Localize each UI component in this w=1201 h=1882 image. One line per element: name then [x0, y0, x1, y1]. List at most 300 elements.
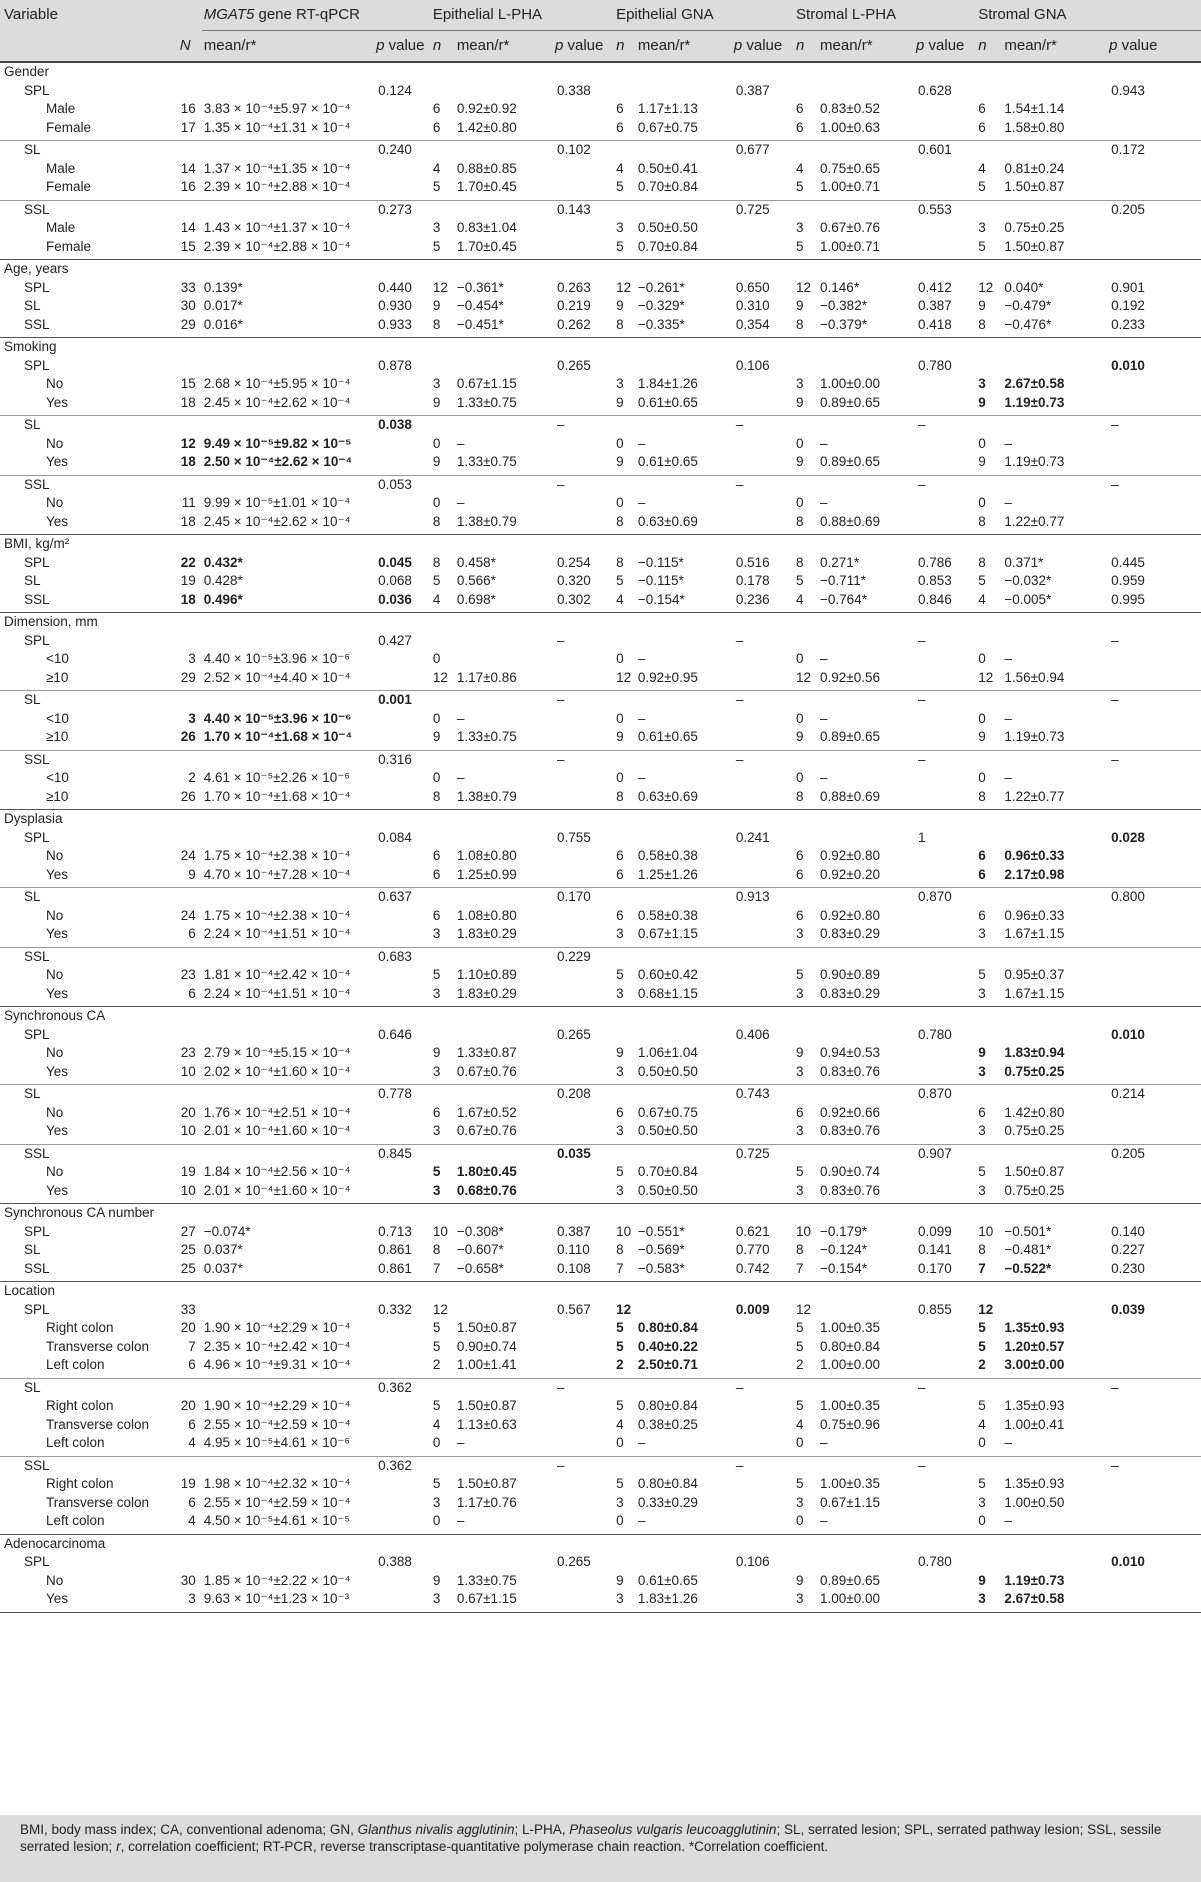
mean-value: 1.50±0.87 — [1004, 1164, 1065, 1179]
table-row — [0, 669, 1201, 691]
p-value — [1107, 453, 1201, 475]
p-value: – — [556, 692, 565, 707]
table-row — [0, 338, 1201, 357]
mean-value: 0.83±0.29 — [820, 926, 880, 941]
N-value: 15 — [180, 376, 196, 391]
row-label: Yes — [46, 1182, 69, 1198]
p-value: – — [556, 417, 565, 432]
table-row — [0, 691, 1201, 710]
mgat5-p-value — [374, 966, 431, 985]
p-value: – — [735, 1457, 744, 1473]
N-value: 26 — [180, 729, 196, 744]
p-value — [914, 1572, 976, 1591]
mean-value: 0.50±0.50 — [637, 1182, 698, 1198]
mean-value — [818, 1301, 914, 1320]
row-label: <10 — [46, 710, 69, 726]
p-value — [732, 788, 794, 810]
mgat5-mean — [202, 1026, 374, 1045]
mean-value — [455, 888, 553, 907]
n-value: 3 — [432, 1123, 441, 1138]
p-value: – — [556, 1379, 565, 1395]
mean-value — [455, 141, 553, 160]
n-value: 7 — [978, 1260, 986, 1276]
mean-value — [455, 357, 553, 376]
mean-value: 0.67±1.15 — [456, 1591, 517, 1606]
mgat5-mean — [202, 888, 374, 907]
n-value: 6 — [616, 848, 624, 863]
p-value: – — [918, 1379, 926, 1395]
mgat5-p-value: 0.068 — [378, 573, 412, 588]
mgat5-p-value — [374, 494, 431, 513]
table-row — [0, 1319, 1201, 1338]
table-row — [0, 279, 1201, 298]
variable-label: BMI, kg/m² — [4, 536, 70, 551]
p-value — [732, 669, 794, 691]
p-value — [553, 1163, 614, 1182]
p-value — [732, 513, 794, 535]
mean-value — [636, 1378, 732, 1397]
p-value — [914, 710, 976, 729]
n-value: 12 — [978, 1301, 994, 1317]
mgat5-p-value: 0.930 — [378, 298, 412, 313]
table-row — [0, 888, 1201, 907]
p-value: – — [1111, 417, 1119, 432]
p-value — [1107, 1397, 1201, 1416]
n-value: 4 — [796, 1416, 804, 1432]
mgat5-p-value: 0.861 — [378, 1260, 412, 1276]
p-value: 0.943 — [1111, 82, 1145, 98]
mean-value: −0.658* — [456, 1260, 504, 1276]
n-value: 5 — [616, 967, 624, 982]
mean-value: 0.92±0.80 — [820, 907, 880, 923]
p-value: 0.010 — [1111, 1554, 1145, 1569]
n-value — [614, 1553, 636, 1572]
p-value — [914, 1063, 976, 1085]
header-mean-r: mean/r* — [1002, 31, 1107, 63]
mean-value: −0.481* — [1004, 1242, 1052, 1257]
n-value: 8 — [432, 1242, 441, 1257]
n-value: 10 — [796, 1223, 812, 1239]
mean-value: −0.005* — [1004, 591, 1052, 607]
mean-value: 0.90±0.74 — [456, 1338, 517, 1354]
row-label: <10 — [46, 770, 69, 785]
table-row — [0, 119, 1201, 141]
mgat5-p-value: 0.362 — [378, 1379, 412, 1395]
table-row — [0, 1007, 1201, 1026]
mean-value — [818, 829, 914, 848]
N-value: 18 — [180, 591, 196, 607]
table-row — [0, 1512, 1201, 1534]
n-value — [431, 1378, 455, 1397]
mean-value: 0.81±0.24 — [1004, 160, 1065, 176]
n-value: 6 — [796, 119, 804, 135]
row-label: Male — [46, 160, 76, 176]
p-value: 0.853 — [918, 573, 952, 588]
mgat5-p-value: 0.036 — [378, 591, 412, 607]
mean-value: – — [637, 495, 646, 510]
p-value: 0.907 — [918, 1145, 952, 1161]
mgat5-mean: 3.83 × 10⁻⁴±5.97 × 10⁻⁴ — [203, 101, 351, 116]
N-value — [178, 1553, 202, 1572]
N-value: 20 — [180, 1320, 196, 1335]
row-label: Male — [46, 101, 76, 116]
n-value: 9 — [978, 298, 986, 313]
n-value: 9 — [616, 454, 624, 469]
mean-value: −0.308* — [456, 1223, 504, 1239]
p-value — [1107, 435, 1201, 454]
table-row — [0, 1572, 1201, 1591]
mean-value — [636, 1026, 732, 1045]
p-value: 0.265 — [556, 1026, 591, 1042]
p-value: – — [556, 632, 565, 648]
p-value — [732, 1063, 794, 1085]
p-value: – — [735, 632, 744, 648]
p-value — [1107, 1494, 1201, 1513]
mean-value — [818, 200, 914, 219]
mean-value: 0.50±0.50 — [637, 1123, 698, 1138]
p-value: – — [1111, 751, 1119, 767]
n-value: 0 — [432, 770, 441, 785]
n-value: 6 — [432, 848, 441, 863]
n-value — [976, 416, 1002, 435]
mean-value: −0.032* — [1004, 573, 1052, 588]
header-n: n — [614, 31, 636, 63]
mgat5-mean: 1.85 × 10⁻⁴±2.22 × 10⁻⁴ — [203, 1572, 351, 1588]
mean-value: 0.83±0.76 — [820, 1182, 880, 1198]
p-value: 0.406 — [735, 1026, 770, 1042]
n-value: 3 — [432, 1494, 441, 1510]
row-label: SL — [24, 692, 41, 707]
mean-value — [818, 1026, 914, 1045]
mean-value: 0.80±0.84 — [820, 1338, 880, 1354]
header-row-groups — [0, 0, 1201, 31]
row-label: Female — [46, 179, 92, 194]
n-value — [431, 200, 455, 219]
mean-value: – — [637, 1513, 646, 1528]
n-value: 8 — [616, 788, 624, 804]
header-row-columns — [0, 31, 1201, 63]
n-value: 0 — [978, 651, 986, 666]
p-value: 0.233 — [1111, 316, 1145, 332]
p-value: 0.387 — [918, 298, 952, 313]
p-value: 0.205 — [1111, 201, 1145, 217]
mean-value: 1.33±0.75 — [456, 454, 517, 469]
mean-value: 1.17±1.13 — [637, 101, 698, 116]
mean-value: 0.95±0.37 — [1004, 967, 1065, 982]
p-value — [914, 453, 976, 475]
mgat5-mean: 0.432* — [203, 554, 243, 570]
p-value: – — [556, 751, 565, 767]
N-value: 19 — [180, 573, 196, 588]
mgat5-p-value — [374, 1338, 431, 1357]
n-value: 12 — [616, 669, 632, 685]
mean-value: 0.61±0.65 — [637, 454, 698, 469]
p-value — [553, 1063, 614, 1085]
mgat5-p-value: 0.001 — [378, 692, 412, 707]
mean-value — [455, 82, 553, 101]
mgat5-mean: 2.39 × 10⁻⁴±2.88 × 10⁻⁴ — [203, 179, 351, 194]
header-mgat5: MGAT5 gene RT-qPCR — [202, 0, 431, 31]
mean-value: −0.329* — [637, 298, 685, 313]
row-label: SSL — [24, 1145, 50, 1161]
n-value — [794, 1456, 818, 1475]
p-value — [914, 1356, 976, 1378]
n-value: 5 — [616, 1338, 624, 1354]
p-value: 0.959 — [1111, 573, 1145, 588]
variable-label: Gender — [4, 64, 50, 79]
n-value: 0 — [616, 770, 624, 785]
header-p-value: p value — [1107, 31, 1201, 63]
mean-value: – — [1004, 651, 1012, 666]
mean-value — [455, 200, 553, 219]
n-value: 6 — [432, 101, 441, 116]
mean-value: −0.154* — [820, 1260, 867, 1276]
variable-label: Smoking — [4, 339, 57, 354]
mgat5-mean: 0.016* — [203, 316, 243, 332]
n-value: 3 — [616, 376, 624, 391]
mgat5-p-value — [374, 1063, 431, 1085]
p-value: – — [1111, 692, 1119, 707]
mean-value: – — [456, 1435, 465, 1450]
mean-value — [455, 416, 553, 435]
table-row — [0, 947, 1201, 966]
p-value — [553, 728, 614, 750]
mgat5-mean: 1.70 × 10⁻⁴±1.68 × 10⁻⁴ — [203, 729, 353, 744]
mean-value: 1.00±1.41 — [456, 1357, 517, 1372]
p-value — [732, 710, 794, 729]
table-row — [0, 1301, 1201, 1320]
mean-value — [455, 1144, 553, 1163]
row-label: SPL — [24, 554, 50, 570]
row-label: ≥10 — [46, 729, 69, 744]
table-row — [0, 1282, 1201, 1301]
n-value — [431, 1456, 455, 1475]
row-label: SSL — [24, 1457, 50, 1473]
p-value — [553, 925, 614, 947]
mean-value — [636, 357, 732, 376]
table-row — [0, 160, 1201, 179]
p-value — [1107, 1512, 1201, 1534]
p-value: 0.035 — [556, 1145, 591, 1161]
p-value — [553, 119, 614, 141]
n-value: 12 — [796, 669, 812, 685]
mean-value: 0.67±0.76 — [820, 220, 880, 235]
p-value — [553, 1512, 614, 1534]
mean-value: −0.583* — [637, 1260, 685, 1276]
mgat5-p-value — [374, 847, 431, 866]
mean-value — [455, 947, 553, 966]
n-value — [976, 1144, 1002, 1163]
mean-value: −0.124* — [820, 1242, 867, 1257]
n-value — [794, 1553, 818, 1572]
p-value: 0.725 — [735, 1145, 770, 1161]
n-value: 9 — [616, 394, 624, 410]
N-value: 16 — [180, 101, 196, 116]
mean-value: 0.58±0.38 — [637, 907, 698, 923]
table-row — [0, 1553, 1201, 1572]
table-row — [0, 141, 1201, 160]
N-value: 6 — [188, 926, 196, 941]
n-value: 4 — [616, 1416, 624, 1432]
mgat5-p-value — [374, 769, 431, 788]
N-value: 10 — [180, 1063, 196, 1079]
table-row — [0, 650, 1201, 669]
n-value: 5 — [616, 1320, 624, 1335]
n-value: 6 — [978, 907, 986, 923]
row-group — [0, 1085, 1201, 1145]
p-value — [553, 1475, 614, 1494]
mean-value: 0.92±0.92 — [456, 101, 517, 116]
p-value — [914, 1104, 976, 1123]
table-row — [0, 788, 1201, 810]
p-value — [1107, 947, 1201, 966]
p-value — [1107, 1356, 1201, 1378]
N-value: 7 — [188, 1338, 196, 1354]
mean-value — [1002, 200, 1107, 219]
p-value — [1107, 160, 1201, 179]
p-value — [1107, 394, 1201, 416]
table-row — [0, 810, 1201, 829]
p-value — [914, 1590, 976, 1612]
mgat5-mean: 2.55 × 10⁻⁴±2.59 × 10⁻⁴ — [203, 1494, 351, 1510]
mean-value — [455, 1301, 553, 1320]
n-value: 6 — [978, 1104, 986, 1120]
mean-value — [455, 1378, 553, 1397]
variable-label: Dysplasia — [4, 811, 63, 826]
table-row — [0, 357, 1201, 376]
mean-value: 1.17±0.76 — [456, 1494, 517, 1510]
n-value: 8 — [432, 513, 441, 529]
p-value: 0.412 — [918, 279, 952, 295]
p-value — [914, 1122, 976, 1144]
p-value — [553, 788, 614, 810]
n-value: 8 — [978, 316, 986, 332]
mgat5-mean: 2.39 × 10⁻⁴±2.88 × 10⁻⁴ — [203, 238, 351, 254]
table-row — [0, 1260, 1201, 1282]
row-label: SL — [24, 573, 41, 588]
row-label: No — [46, 907, 64, 923]
p-value — [914, 238, 976, 260]
mgat5-mean: 1.90 × 10⁻⁴±2.29 × 10⁻⁴ — [203, 1320, 351, 1335]
p-value — [553, 100, 614, 119]
mean-value: 1.00±0.63 — [820, 119, 880, 135]
mgat5-mean: 0.037* — [203, 1260, 243, 1276]
n-value — [976, 1456, 1002, 1475]
n-value: 2 — [432, 1357, 441, 1372]
p-value: 0.140 — [1111, 1223, 1145, 1239]
mgat5-p-value: 0.084 — [378, 829, 412, 845]
n-value — [614, 82, 636, 101]
mean-value — [455, 475, 553, 494]
mgat5-mean: 1.84 × 10⁻⁴±2.56 × 10⁻⁴ — [203, 1164, 351, 1179]
mean-value: 1.06±1.04 — [637, 1045, 698, 1060]
mgat5-mean: 2.35 × 10⁻⁴±2.42 × 10⁻⁴ — [203, 1338, 351, 1354]
p-value — [553, 710, 614, 729]
n-value: 3 — [616, 1494, 624, 1510]
n-value: 3 — [616, 1182, 624, 1198]
mean-value: 1.33±0.75 — [456, 1572, 517, 1588]
N-value: 10 — [180, 1123, 196, 1138]
p-value — [1107, 375, 1201, 394]
N-value: 19 — [180, 1164, 196, 1179]
p-value — [1107, 119, 1201, 141]
table-row — [0, 1534, 1201, 1553]
p-value — [553, 669, 614, 691]
mean-value: 0.38±0.25 — [637, 1416, 698, 1432]
n-value: 5 — [432, 1398, 441, 1413]
n-value: 0 — [796, 1513, 804, 1528]
p-value: – — [918, 692, 926, 707]
p-value: 0.901 — [1111, 279, 1145, 295]
N-value: 24 — [180, 848, 196, 863]
mean-value — [1002, 1456, 1107, 1475]
mean-value: 1.70±0.45 — [456, 179, 517, 194]
header-stromal-lpha: Stromal L-PHA — [794, 0, 976, 31]
mean-value — [636, 200, 732, 219]
p-value — [732, 1572, 794, 1591]
n-value: 6 — [432, 1104, 441, 1120]
p-value — [1107, 494, 1201, 513]
mean-value: 1.35±0.93 — [1004, 1476, 1065, 1491]
mean-value: – — [820, 1513, 828, 1528]
p-value: 0.870 — [918, 1086, 952, 1101]
mean-value: 1.00±0.35 — [820, 1476, 880, 1491]
n-value: 8 — [796, 788, 804, 804]
mgat5-mean — [202, 200, 374, 219]
n-value: 4 — [616, 591, 624, 607]
mgat5-p-value — [374, 1416, 431, 1435]
mean-value: 0.698* — [456, 591, 496, 607]
p-value: 1 — [918, 829, 926, 845]
mgat5-p-value: 0.778 — [378, 1086, 412, 1101]
mgat5-p-value: 0.362 — [378, 1457, 412, 1473]
n-value: 0 — [432, 1435, 441, 1450]
mgat5-p-value — [374, 238, 431, 260]
mgat5-p-value: 0.388 — [378, 1554, 412, 1569]
row-group — [0, 691, 1201, 751]
p-value — [732, 1044, 794, 1063]
n-value: 9 — [432, 729, 441, 744]
mgat5-p-value — [374, 985, 431, 1007]
mean-value: 0.83±0.76 — [820, 1063, 880, 1079]
mean-value: 1.42±0.80 — [456, 119, 517, 135]
mean-value — [636, 888, 732, 907]
header-stromal-gna: Stromal GNA — [976, 0, 1201, 31]
mean-value: 1.67±1.15 — [1004, 985, 1065, 1001]
mean-value: 0.83±1.04 — [456, 220, 517, 235]
n-value — [976, 888, 1002, 907]
n-value: 0 — [616, 495, 624, 510]
p-value: 0.263 — [556, 279, 591, 295]
p-value — [914, 650, 976, 669]
mean-value — [1002, 141, 1107, 160]
table-row — [0, 1356, 1201, 1378]
n-value: 3 — [432, 1182, 441, 1198]
p-value: 0.780 — [918, 357, 952, 373]
row-group — [0, 475, 1201, 535]
n-value: 0 — [432, 1513, 441, 1528]
header-N: N — [178, 31, 202, 63]
n-value — [794, 141, 818, 160]
p-value — [732, 160, 794, 179]
mean-value: 0.70±0.84 — [637, 179, 698, 194]
n-value: 10 — [432, 1223, 448, 1239]
p-value: 0.742 — [735, 1260, 770, 1276]
p-value — [1107, 1063, 1201, 1085]
table-row — [0, 1122, 1201, 1144]
row-label: Yes — [46, 985, 69, 1001]
mean-value — [455, 1456, 553, 1475]
